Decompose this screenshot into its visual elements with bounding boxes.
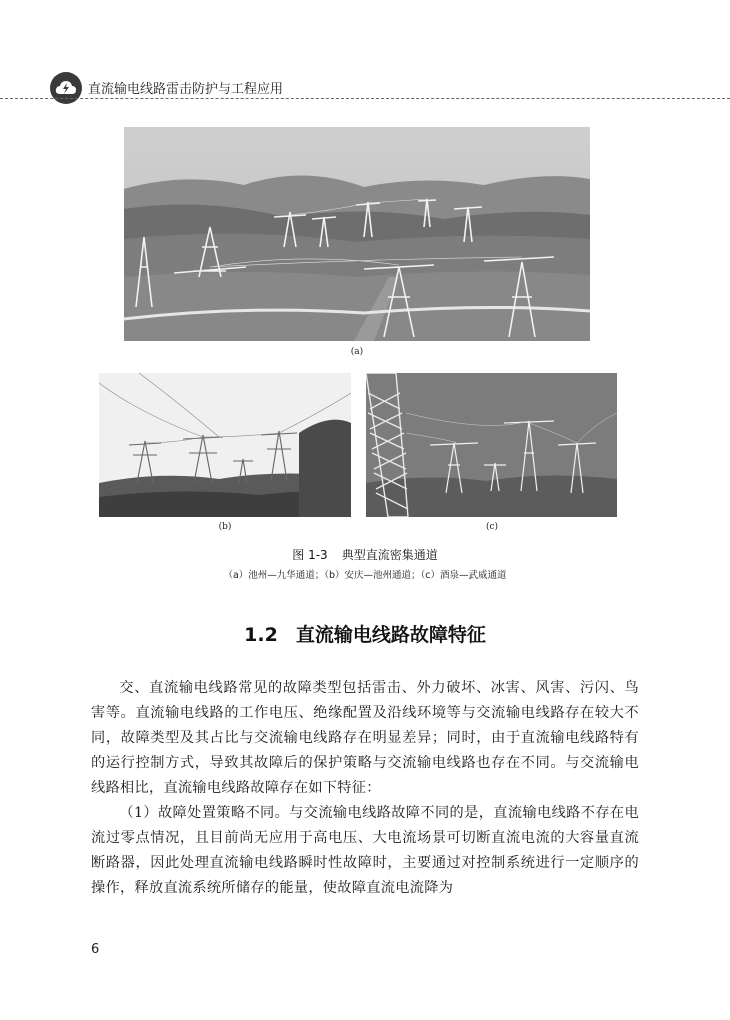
figure-caption: [0, 546, 730, 563]
page-number: 6: [91, 942, 100, 957]
header-title: 直流输电线路雷击防护与工程应用: [88, 82, 284, 97]
photo-b-label: (b): [218, 522, 232, 532]
paragraph-1: 交、直流输电线路常见的故障类型包括雷击、外力破坏、冰害、风害、污闪、鸟害等。直流输电线路的工作电压、绝缘配置及沿线环境等与交流输电线路存在较大不同，故障类型及其占比与交流输电线路存在明显差异；同时，由于直流输电线路特有的运行控制方式，导致其故障后的保护策略与交流输电线路也存在不同。与交流输电线路相比，直流输电线路故障存在如下特征：: [91, 680, 639, 796]
running-header: [0, 66, 730, 110]
section-title-text: 直流输电线路故障特征: [295, 624, 486, 646]
figure-number: 图 1-3: [292, 548, 328, 562]
photo-a-transmission-corridor: [124, 127, 590, 341]
photo-a-label: (a): [350, 347, 364, 357]
photo-c-label: (c): [485, 522, 499, 532]
photo-b-transmission-corridor: [99, 373, 351, 517]
paragraph-2: （1）故障处置策略不同。与交流输电线路故障不同的是，直流输电线路不存在电流过零点情况，且目前尚无应用于高电压、大电流场景可切断直流电流的大容量直流断路器，因此处理直流输电线路瞬时性故障时，主要通过对控制系统进行一定顺序的操作，释放直流系统所储存的能量，使故障直流电流降为: [91, 805, 639, 896]
section-heading: [0, 620, 730, 647]
figure-title: 典型直流密集通道: [341, 548, 438, 562]
section-number: 1.2: [244, 624, 278, 646]
lightning-cloud-icon: [50, 72, 82, 104]
header-divider: [0, 98, 730, 99]
figure-subcaption: （a）池州—九华通道；（b）安庆—池州通道；（c）酒泉—武威通道: [223, 570, 507, 581]
photo-c-transmission-corridor: [366, 373, 617, 517]
body-text: [91, 676, 639, 901]
